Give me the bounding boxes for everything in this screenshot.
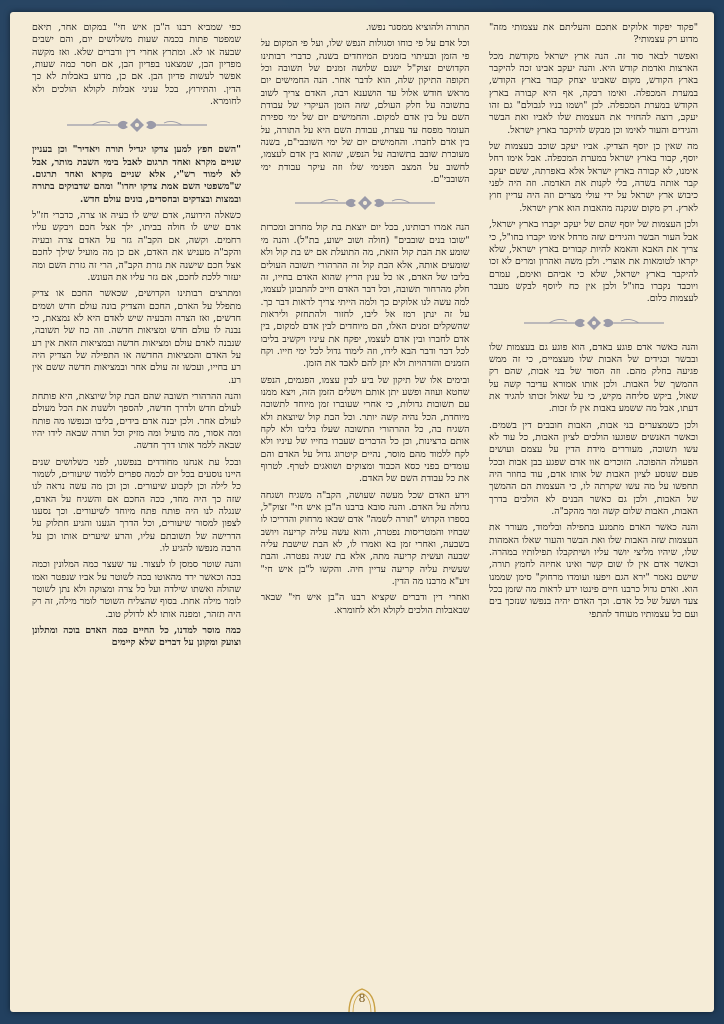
paragraph: ולכן העצמות של יוסף שהם של יעקב יקברו בארץ ישראל, אבל העור הבשר והגידים שזה מרחל אימו יקברו בחו"ל, כי צריך את האבא והאמא להיות קבורים בארץ ישראל, שלא יקראו לטומאות את אוצרי. ולכן משה ואהרון ומרים לא זכו להיקבר בארץ ישראל, שלא כי אביהם ואימם, עמרם ויוכבד נקברו בחו"ל ולכן אין כח ליוסף לבקש מעבר לעצמות כלום. (489, 219, 698, 305)
divider-ornament-icon (290, 194, 440, 212)
paragraph: ולכן כשמצערים בני אבות, האבות חובבים דין בשמים. וכאשר האנשים שפוגעו הולכים לציון האבות, כל עוד לא עשו תשובה, מעוררים מידת הדין על עצמם ועושים הפעולה ההפוכה. הזוכרים אוו אדם שפגע בבן אבות ובכל פעם שנוסע לציון האבות של אותו אדם, עוד בחוזר היה תחפשו על מה עשו שקרתה לו, כי העצמות הם ההמשך של האבות, ולכן גם כאשר הבנים לא הולכים בדרך האבות, האבות שלום קשה ומר מהקב"ה. (489, 419, 698, 518)
columns-container (32, 22, 698, 977)
paragraph: כפי שמביא רבנו ה"בן איש חי" במקום אחר, תיאם שמפטר פתות בכמה שעות משלושים יום, והם ישבים שבעה או לא. ומתרץ אחרי דין ודברים שלא. ואז מקשה מפדיון הבן, שמצאנו בפדיון הבן, אם חסר כמה שעות, אפשר לעשות פדיון הבן. אם כן, מדוע באבלות לא כך הדין. והתירוץ, בכל עניני אבלות לקולא הולכים ולא לחומרא. (32, 22, 241, 108)
paragraph: מה שאין כן יוסף הצדיק. אביו יעקב שוכב בעצמות של יוסף, קבור בארץ ישראל במערת המכפלה. אבל אימו רחל אימנו, לא קבורה בארץ ישראל אלא באפרתה, ששם יעקב קבר אותה בשדה, בלי לקנות את האדמה. וזה היה לפני כיבוש ארץ ישראל על ידי עולי מצרים וזה היה עדיין חוץ לארץ. רק מקום שנקנה מהאבות הוא ארץ ישראל. (489, 141, 698, 214)
section-divider (489, 312, 698, 334)
paragraph: ובימים אלו של תיקון של ביע לבין עצמו, הפגמים, הנפש שחטא ועוזה ופשע יתן אותם וישלים הזמן הזה, ויצא ממנו עם תשובות גדולות, כי אחרי שעוברו זמן מיוחד לתשובה מיוחדת, הכל נהיה קשה יותר. וכל הבת קול שיוצאת ולא השגיח בה, כל ההרהורי התשובה שעלו בליבו ולא לקח אותם ברצינות, וכן כל הדברים שעברו בחייו של עיניו ולא לקח ללמוד מהם מוסר, נהיים קיטרוג גדול על האדם והם עומדים בפני כסא הכבוד ומצוקים ושואגים לטרף. לטרוף את כל עבודת השם של האדם. (260, 374, 470, 485)
paragraph: והנה כאשר אדם פוגע באדם, הוא פוגע גם בעצמות שלו ובבשר ובגידים של האבות שלו מעצמיים, כי זה ממש פגיעה בחלק מהם. וזה הסוד של בני אבות, שהם רק ההמשך של האבות. ולכן אותו אמורא עדיבר קשה על שאול, ביקש סליחה מקיש, כי על שאול זכותו להגיד את דעתו, אבל מה ששמע באבות אין לו זכות. (489, 341, 698, 415)
column-right (489, 22, 698, 977)
paragraph: ואחרי דין ודברים שקציא רבנו ה"בן איש חי" שבאר שבאבלות הולכים לקולא ולא לחומרא. (260, 592, 470, 616)
paragraph: הנה אמרו רבותינו, בכל יום יוצאת בת קול מחרוב ומכרזת "שובו בנים שובבים" (חולה ושוב ישוע, בת"ל). והנה מי שומע את הבת קול הזאת, מה התועלת אם יש בת קול ולא שומעים אותה, אלא הבת קול זה ההרהורי תשובה העולים בליבו של האדם, או כל ענין הריץ שהוא האדם בחייו, זה חלק מהרחור תשובה, וכל דבר האדם חייב להתבונן לעצמו, למה עשה לנו אלוקים כך ולמה הייתי צריך לראות דבר כך. על זה ינתן רמז אל ליבו, לחזור ולהתחזק וליראות שהשקלים זמנים האלו, הם מיוחדים לבין אדם למקום, בין אדם לחברו ובין אדם לעצמו, יפקח את עיניו ויקשיב בליבו לכל דבר ודבר הבא לידו, וזה לימוד גדול לכל ימי חייו. וקח הזמנים והזדהויות ולא יתן להם לאבד את הזמן. (260, 222, 470, 370)
paragraph: וכל אדם על פי כוחו וסגולות הנפש שלו, ועל פי המקום על פי הזמן ובעיתוי בזמנים המיוחדים בשנה, כדברי רבותינו הקדושים זצוק"ל ישנם שלושה זמנים של תשובה וכל תקופה התיקון שלה, הוא לדבר אחר. הנה החמישים יום מראש חודש אלול עד הושענא רבה, האדם צריך לשוב בתשובה על חלק העולם, שזה הזמן העיקרי של עבודת השם על בין אדם למקום. והחמישים יום של ימי ספירת העומר מפסח עד עצרת, עבודת השם היא על התורה, על בין אדם לחברו. והחמישים יום של ימי השובבי"ם, בשנה מעוברת שובב בתשובה על הנפש, שהוא בין אדם לעצמו, לחשוב על המצב הפנימי שלו וזה עיקר עבודת ימי השובבי"ם. (260, 38, 470, 186)
paragraph: כמה מוסר למדנו, כל החיים כמה האדם בוכה ומתלונן וצועק ומקונן על דברים שלא קיימים (32, 625, 241, 649)
paragraph: וידע האדם שכל מעשה שעושה, הקב"ה משגיח ושגחה גדולה על האדם. והנה סובא ברבנו ה"בן איש חי" זצוק"ל, בספרו הקדוש "תורה לשמה" אדם שבאו מרחוק והדריכו לו שבחיו והמטריסות נפטרה, והוא עשה עליה קריעה ויושב בשבעה, ואחרי זמן בא ואמרו לו, לא הבת שישבת עליה שבעה ועשית קריעה מתה, אלא בת שניה נפטרה. והבת שעשית עליה קריעה עדיין חיה. והקשו ל"בן איש חי" זיע"א מרבנו מה הדין. (260, 489, 470, 588)
paragraph: "פקוד יפקוד אלוקים אתכם והעליתם את עצמותי מזה" מדוע רק עצמותי? (489, 22, 698, 46)
paragraph: ובכל עת אנחנו מחודדים בנפשנו, לפני כשלושים שנים היינו נוסעים בכל יום לכמה ספרים ללמוד שיעורים, לשמור כל לילה וכן לקבוע שיעורים. וכן וכן מה עשה נראה לנו שזה כך היה מחד, ככה החכם אם והשגיח על האדם, שנגלה לנו היה פותח פתח מיוחד לשיעורים. וכך נסענו לצפון למסור שיעורים, וכל הדרך הגענו והגיע חתלוק על הדרישה של תשובתם עליו, והרע שיערים אותו וכן על הרבה מנפשו להגיע לו. (32, 456, 241, 555)
page-number-badge (347, 983, 377, 1012)
paragraph: והנה כאשר האדם מתמנע בתפילה ובלימוד, מעורר את העצמות שזה האבות שלו ואת הבשר והעור שאלו האמהות שלו, שיהיו מליצי יושר עליו ושיתקבלו תפילותיו במהרה. וכאשר אדם אין לו שום קשר ואינו אחיזה לחמץ תורה, שישם נאמר "ירא הגם ויפעו ועומדו מרחוק" סימן שממנו הוא. ואדם גדול כרבנו חיים פינטו ידע לראות מה שזמן בכל צעד ושעל של כל אדם. וכך האדם יהיה בנפשו שנזכך בים ועם כל עצמותיו מעוחד להתפי (489, 522, 698, 620)
paragraph: והנה ההרהורי תשובה שהם הבת קול שיוצאת, היא פותחת לעולם חדש ולדרך חדשה, להספך ולשנות את הכל מעולם לעולם אחר. ולכן יבנה אדם בידים, בליבו ובנפשו מה פותח ומה אסור, מה מועיל ומה מזיק וכל תורה שבאה לידו יהיו שבאה ללמד אותו דרך חדשה. (32, 390, 241, 452)
divider-ornament-icon (519, 314, 669, 332)
column-left (32, 22, 241, 977)
paragraph: כשאלה הידועה, אדם שיש לו בעיה או צרה, כדברי חז"ל אדם שיש לו חולה בביתו, ילך אצל חכם ויבקש עליו רחמים. וקשה, אם הקב"ה גזר על האדם צרה ובעיה והקב"ה מעניש את האדם, אם כן מה מועיל שילך לחכם אצל חכם שישנה את גזרת הקב"ה, הרי זה גזרת השם ומה יעזור ללכת לחכם, אם גזר עליו את העונש. (32, 210, 241, 283)
divider-ornament-icon (62, 116, 212, 134)
paragraph: והנה שוטר סמסן לו לעצור. עד שעצר כמה המלונין וכמה בכה וכאשר ירד מהאוטו בכה לשוטר על אביו שנפטר ואמו שהולה ואשתו שילדה ועל כל צרה ומצוקה ולא נתן לשוטר לומר מילה אחת. בסוף שהצליח השוטר לומר מילה, זה רק היה תזהר, ומפנה אותו לא לדולק טוב. (32, 559, 241, 620)
page (10, 12, 714, 1012)
paragraph: ומתרצים רבותינו הקדושים, שכאשר החכם או צדיק מתפלל על האדם, החכם והצדיק בונה עולם חדש ושמים חדשים, ואז הצרה והבעיה שיש לאדם היא לא נמצאת, כי נבנה לו עולם חדש ומציאות חדשה. וזה כח של תשובה, שנבנה לאדם עולם ומציאות חדשה ובמציאות הזאת אין רע על האדם והמציאות החדשה או התפילה של הצדיק היה רע בחייו, ועכשו זה עולם אחר ובמציאות חדשה ששם אין רע. (32, 288, 241, 386)
column-middle (261, 22, 470, 977)
page-number: 8 (358, 992, 366, 1005)
paragraph: "השם חפץ למען צדקו יגדיל תורה ויאדיר" וכן בעניין שניים מקרא ואחד תרגום לאבל בימי השבת מותר, אבל לא לימוד רש"י, אלא שניים מקרא ואחד תרגום. ש"משפטי השם אמת צדקו יחדו" ומהם שדבוקים בתורה ובמצות ובצדקים ובחסדים, בונים עולם חדש. (32, 144, 241, 205)
section-divider (32, 114, 241, 136)
paragraph: התורה ולהוציא ממסגר נפשו. (365, 22, 470, 33)
paragraph: ואפשר לבאר סוד זה. הנה ארץ ישראל מקודשת מכל הארצות ואדמת קודש היא. והנה יעקב אבינו זכה להיקבר בארץ הקודש, מקום שאבינו יצחק קבור בארץ הקודש, במערת המכפלה. ואימו רבקה, אף היא קבורה בארץ הקודש במערת המכפלה. לכן "ושמו בניו לגבולם" גם זהו יעקב, רוצה להחזיר את העצמות שלו לאביו ואת הבשר והגידים והעור לאימו וכן מבקש להיקבר בארץ ישראל. (489, 50, 698, 136)
section-divider (261, 192, 470, 214)
